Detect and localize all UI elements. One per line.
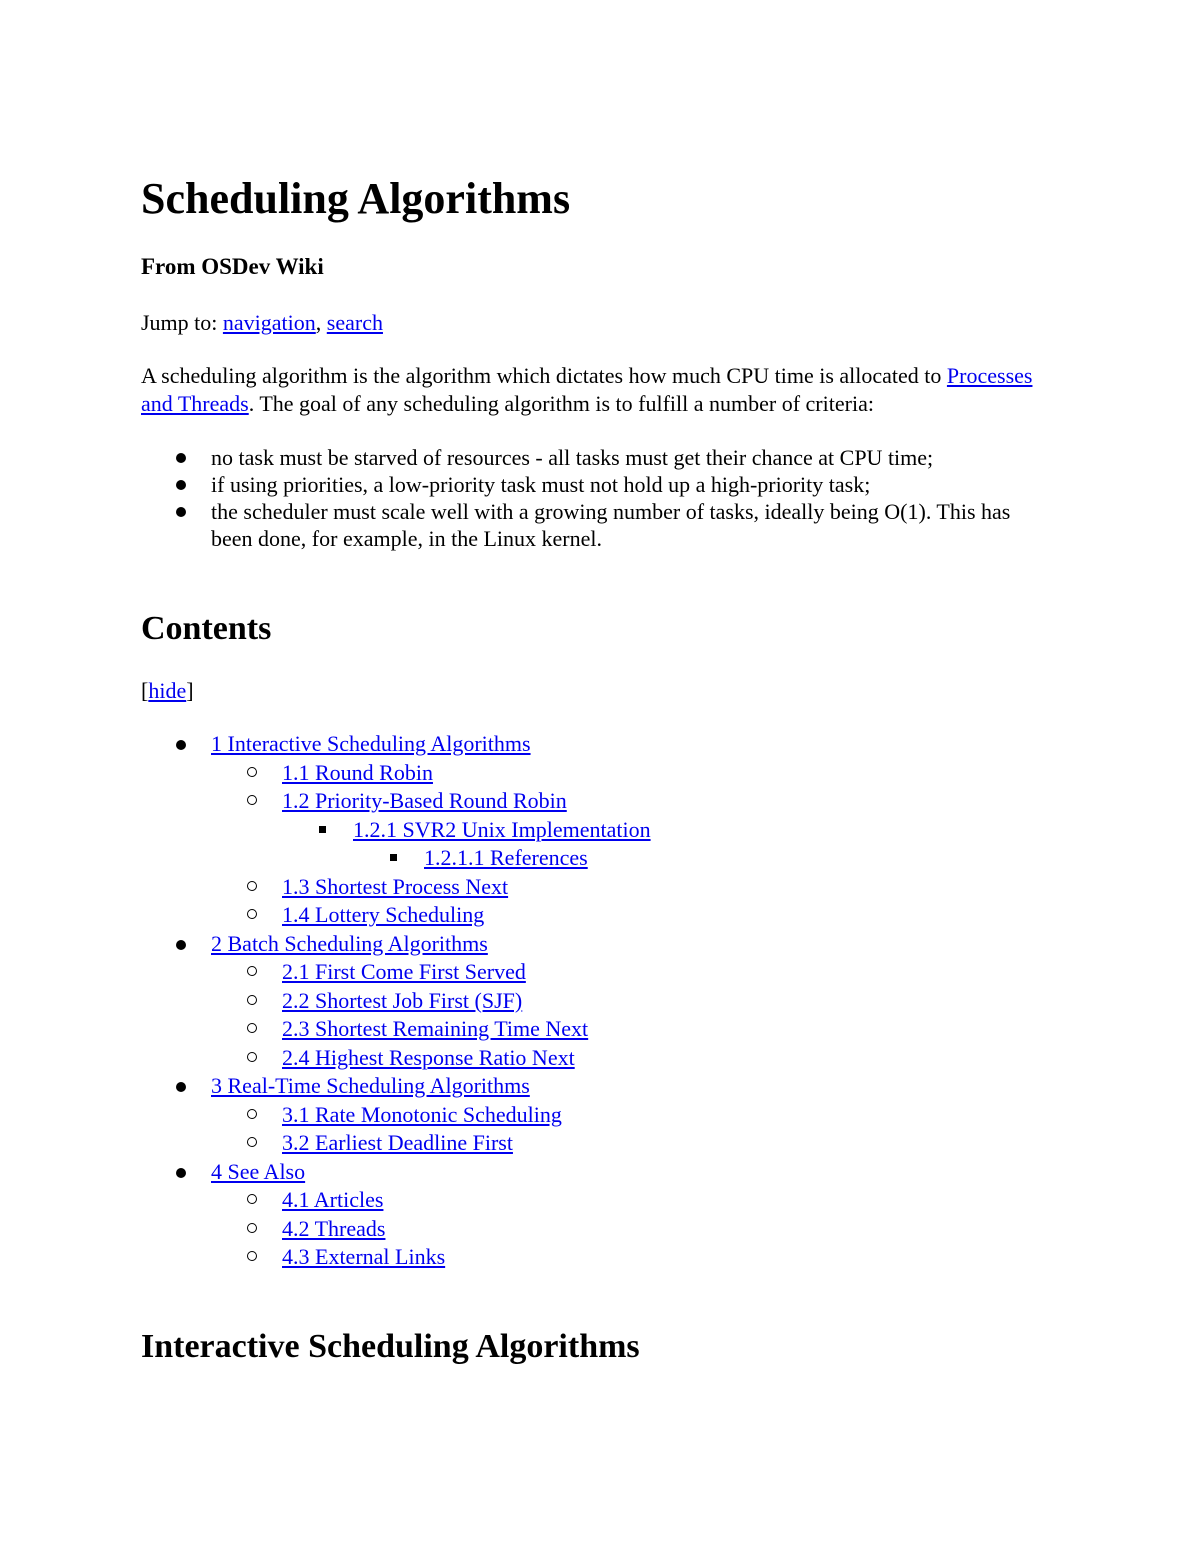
toc-link[interactable]: 1.2.1 SVR2 Unix Implementation: [353, 816, 651, 842]
circle-bullet-icon: [247, 909, 257, 919]
bullet-icon: [176, 940, 186, 950]
toc-item: [141, 1243, 1041, 1272]
toc-item: [141, 930, 1041, 959]
toc-link[interactable]: 2.4 Highest Response Ratio Next: [282, 1044, 575, 1070]
circle-bullet-icon: [247, 995, 257, 1005]
toc-item: [141, 1044, 1041, 1073]
page-title: Scheduling Algorithms: [141, 174, 571, 223]
toc-item: [141, 730, 1041, 759]
circle-bullet-icon: [247, 881, 257, 891]
toc-item: [141, 1129, 1041, 1158]
navigation-link[interactable]: navigation: [222, 310, 316, 335]
toc-item: [141, 987, 1041, 1016]
toc-item: [141, 844, 1041, 873]
circle-bullet-icon: [247, 1251, 257, 1261]
toc-link[interactable]: 2 Batch Scheduling Algorithms: [211, 930, 488, 956]
toc-link[interactable]: 3 Real-Time Scheduling Algorithms: [211, 1073, 530, 1098]
bullet-icon: [176, 453, 186, 463]
toc-toggle: [141, 676, 194, 706]
toc-link[interactable]: 4 See Also: [211, 1158, 306, 1184]
toc-item: [141, 958, 1041, 987]
jump-separator: ,: [315, 310, 322, 335]
criteria-text: the scheduler must scale well with a growing number of tasks, ideally being O(1). This has been done, for example, in the Linux kernel.: [211, 499, 1011, 551]
toc-link[interactable]: 1.2 Priority-Based Round Robin: [282, 788, 567, 813]
toc-link[interactable]: 1.3 Shortest Process Next: [282, 873, 509, 899]
processes-and-threads-link[interactable]: Processes and Threads: [141, 363, 1033, 416]
square-bullet-icon: [390, 854, 397, 861]
jump-to-label: Jump to:: [141, 310, 218, 335]
criteria-item: [141, 498, 1041, 552]
toc-item: [141, 1186, 1041, 1215]
toc-link[interactable]: 1.2.1.1 References: [424, 845, 588, 870]
criteria-text: no task must be starved of resources - all tasks must get their chance at CPU time;: [211, 445, 934, 470]
toc-link[interactable]: 1 Interactive Scheduling Algorithms: [211, 731, 531, 756]
hide-toc-link[interactable]: hide: [148, 678, 187, 703]
circle-bullet-icon: [247, 1109, 257, 1119]
criteria-item: [141, 444, 1041, 471]
criteria-item: [141, 471, 1041, 498]
toc-link[interactable]: 2.3 Shortest Remaining Time Next: [282, 1016, 589, 1041]
toc-link[interactable]: 4.3 External Links: [282, 1244, 446, 1269]
circle-bullet-icon: [247, 1023, 257, 1033]
bracket-open: [: [141, 678, 149, 703]
toc-link[interactable]: 4.2 Threads: [282, 1215, 386, 1241]
criteria-text: if using priorities, a low-priority task must not hold up a high-priority task;: [211, 472, 871, 497]
circle-bullet-icon: [247, 767, 257, 777]
toc-item: [141, 873, 1041, 902]
circle-bullet-icon: [247, 1223, 257, 1233]
bullet-icon: [176, 1082, 186, 1092]
toc-link[interactable]: 2.1 First Come First Served: [282, 959, 526, 984]
circle-bullet-icon: [247, 795, 257, 805]
intro-paragraph: [141, 362, 1041, 418]
section-heading: Interactive Scheduling Algorithms: [141, 1328, 640, 1365]
bullet-icon: [176, 1168, 186, 1178]
search-link[interactable]: search: [326, 310, 383, 335]
circle-bullet-icon: [247, 1052, 257, 1062]
toc-link[interactable]: 1.1 Round Robin: [282, 759, 433, 785]
bracket-close: ]: [186, 678, 194, 703]
toc-item: [141, 816, 1041, 845]
toc-item: [141, 1158, 1041, 1187]
intro-text-after: . The goal of any scheduling algorithm is to fulfill a number of criteria:: [248, 391, 874, 416]
toc-link[interactable]: 3.2 Earliest Deadline First: [282, 1130, 513, 1155]
toc-item: [141, 787, 1041, 816]
toc-item: [141, 1015, 1041, 1044]
criteria-list: [141, 444, 1041, 552]
toc-link[interactable]: 3.1 Rate Monotonic Scheduling: [282, 1101, 562, 1127]
jump-to-line: [141, 308, 383, 338]
contents-heading: Contents: [141, 610, 272, 647]
circle-bullet-icon: [247, 1194, 257, 1204]
toc-item: [141, 901, 1041, 930]
circle-bullet-icon: [247, 966, 257, 976]
bullet-icon: [176, 480, 186, 490]
page-subtitle: From OSDev Wiki: [141, 254, 324, 279]
bullet-icon: [176, 740, 186, 750]
toc-item: [141, 759, 1041, 788]
toc-item: [141, 1215, 1041, 1244]
toc-link[interactable]: 4.1 Articles: [282, 1187, 384, 1212]
toc-link[interactable]: 1.4 Lottery Scheduling: [282, 902, 485, 927]
bullet-icon: [176, 507, 186, 517]
toc-item: [141, 1072, 1041, 1101]
circle-bullet-icon: [247, 1137, 257, 1147]
toc-link[interactable]: 2.2 Shortest Job First (SJF): [282, 987, 523, 1013]
toc-item: [141, 1101, 1041, 1130]
intro-text-before: A scheduling algorithm is the algorithm which dictates how much CPU time is allocated to: [141, 363, 947, 388]
square-bullet-icon: [319, 826, 326, 833]
table-of-contents: [141, 730, 1041, 1272]
